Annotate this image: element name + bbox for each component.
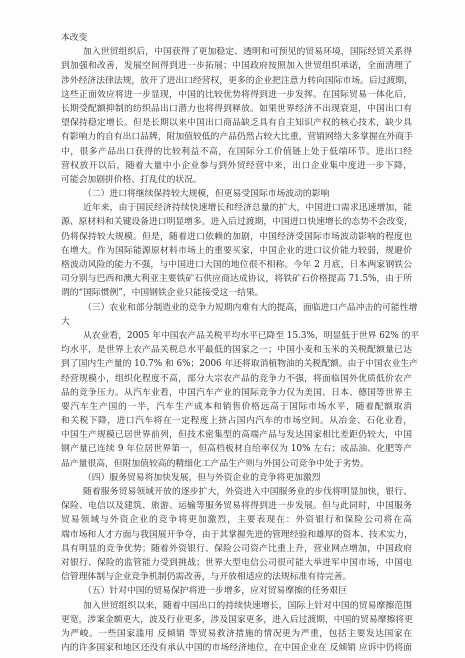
body-paragraph [61, 201, 412, 300]
continued-text [61, 31, 412, 45]
text-line: 内的许多国家和地区还没有承认中国的市场经济地位，在中国企业在 反倾销 应诉中仍将面 [61, 643, 412, 654]
text-line: 从农业看，2005 年中国农产品关税平均水平已降至 15.3%，明显低于世界 62% 的平 [83, 330, 420, 341]
text-line: 经营规模小，组织化程度不高，部分大宗农产品的竞争力不强，将面临国外优质低价农产 [61, 373, 412, 384]
text-line: 中国生产规模已居世界前列，但技术密集型的高端产品与发达国家相比差距仍较大，中国 [61, 430, 412, 441]
text-line: 涉外经济法律法规，放开了进出口经营权，更多的企业把注意力转向国际市场。后过渡期， [61, 75, 413, 86]
body-paragraph [61, 329, 420, 471]
section-heading [61, 187, 412, 201]
text-line: 到了国内生产量的 10.7% 和 6%；2006 年还将取消植物油的关税配额。由于中国农业生产 [61, 359, 418, 370]
text-line: 品产量很高，但附加值较高的精细化工产品生产则与外国公司竞争中处于劣势。 [61, 458, 369, 469]
heading-line: （四）服务贸易将加快发展，但与外资企业的竞争将更加激烈 [83, 472, 321, 483]
text-line: 加入世贸组织以来，随着中国出口的持续快速增长，国际上针对中国的贸易摩擦范围 [83, 600, 412, 611]
section-heading [61, 301, 418, 329]
body-paragraph [61, 599, 412, 656]
text-line: 仍将保持较大规模。但是，随着进口依赖的加剧，中国经济受国际市场波动影响的程度也 [61, 231, 412, 242]
text-line: 司分别与巴西和澳大利亚主要铁矿石供应商达成协议，将铁矿石价格提高 71.5%，由于所 [61, 274, 412, 285]
text-line: 贸易领域与外资企业的竞争将更加激烈，主要表现在：外资银行和保险公司将在高 [61, 515, 412, 526]
text-line: 本改变 [61, 33, 88, 43]
text-line: 要汽车生产国的一半，汽车生产成本和销售价格远高于国际市场水平，随着配额取消 [61, 401, 412, 412]
document-body [61, 31, 420, 655]
text-line: 为严峻。一些国家滥用 反倾销 等贸易救济措施的情况更为严重，包括主要发达国家在 [61, 628, 412, 639]
text-line: 望保持稳定增长。但是长期以来中国出口商品缺乏具有自主知识产权的核心技术，缺少具 [61, 118, 412, 129]
text-line: 可能会加剧拼价格、打乱仗的状况。 [61, 174, 202, 185]
text-line: 格波动风险的能力不强，与中国进口大国的地位很不相称。今年 2 月底，日本两家钢铁公 [61, 260, 412, 270]
text-line: 端市场和人才方面与我国展开争夺，由于其掌握先进的管理经验和雄厚的资本、技术实力， [61, 529, 413, 540]
text-line: 均水平，是世界上农产品关税总水平最低的国家之一；中国小麦和玉米的关税配额量已达 [61, 345, 412, 356]
text-line: 对银行、保险的监管能力受到挑战；世界大型电信公司很可能大举进军中国市场，中国电 [61, 557, 412, 568]
text-line: 更宽，涉案金额更大，波及行业更多，涉及国家更多，进入后过渡期，中国的贸易摩擦将更 [61, 614, 413, 625]
heading-line: （二）进口将继续保持较大规模，但更易受国际市场波动的影响 [83, 189, 330, 200]
text-line: 谓的“国际惯例”，中国钢铁企业只能接受这一结果。 [61, 288, 264, 299]
text-line: 品的竞争压力。从汽车业看，中国汽车产业的国际竞争力仅为美国、日本、德国等世界主 [61, 387, 412, 398]
text-line: 到加强和改善，发展空间得到进一步拓展；中国政府按照加入世贸组织承诺，全面清理了 [61, 61, 412, 72]
text-line: 近年来，由于国民经济持续快速增长和经济总量的扩大，中国进口需求迅速增加，能 [83, 203, 412, 214]
section-heading [61, 584, 412, 598]
text-line: 这些正面效应将进一步显现，中国的比较优势将得到进一步发挥。在国际贸易一体化后， [61, 89, 412, 100]
text-line: 和关税下降，进口汽车将在一定程度上挤占国内汽车的市场空间。从冶金、石化业看， [61, 416, 412, 427]
text-line: 具有明显的竞争优势；随着外资银行、保险公司资产比重上升，营业网点增加，中国政府 [61, 543, 412, 554]
text-line: 加入世贸组织后，中国获得了更加稳定、透明和可预见的贸易环境，国际经贸关系得 [83, 47, 412, 58]
text-line: 长期受配额抑制的纺织品出口潜力也将得到释放。如果世界经济不出现衰退，中国出口有 [61, 103, 412, 114]
text-line: 营权放开以后，随着大量中小企业参与到外贸经营中来，出口企业集中度进一步下降， [61, 160, 412, 171]
text-line: 信管理体制与企业竞争机制仍需改善，与开放相适应的法规标准有待完善。 [61, 572, 352, 583]
heading-line: （三）农业和部分制造业的竞争力短期内难有大的提高，面临进口产品冲击的可能性增 [83, 302, 418, 313]
text-line: 源、原材料和关键设备进口明显增多。进入后过渡期，中国进口快速增长的态势不会改变， [61, 217, 413, 228]
text-line: 在增大。作为国际能源原材料市场上的重要买家，中国企业的进口议价能力较弱，规避价 [61, 245, 412, 256]
text-line: 有影响力的自有出口品牌，附加值较低的产品仍然占较大比重，营销网络大多掌握在外商手 [61, 132, 413, 143]
body-paragraph [61, 45, 412, 187]
body-paragraph [61, 485, 412, 584]
heading-line: （五）针对中国的贸易保护将进一步增多，应对贸易摩擦的任务艰巨 [83, 586, 347, 597]
heading-line: 大 [61, 316, 70, 327]
text-line: 钢产量已连续 9 年位居世界第一，但高档板材自给率仅为 10% 左右；成品油、化肥等产 [61, 444, 412, 455]
section-heading [61, 471, 412, 485]
text-line: 保险、电信以及建筑、旅游、运输等服务贸易将得到进一步发展。但与此同时，中国服务 [61, 501, 412, 512]
text-line: 随着服务贸易领域开放的逐步扩大，外资进入中国服务业的步伐将明显加快，银行、 [83, 487, 412, 497]
text-line: 中，很多产品出口获得的比较利益不高，在国际分工价值链上处于低端环节。进出口经 [61, 146, 412, 157]
